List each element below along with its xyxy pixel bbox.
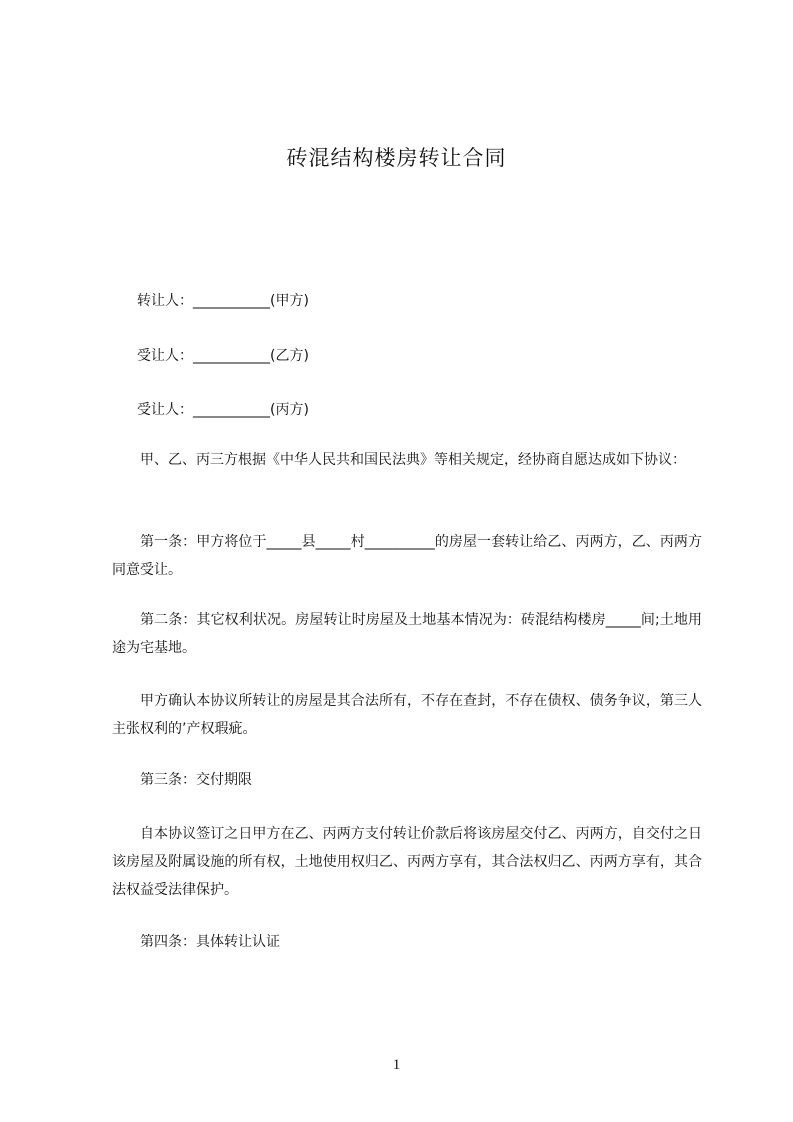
page-number: 1 <box>392 1057 401 1073</box>
paragraph-delivery-terms: 自本协议签订之日甲方在乙、丙两方支付转让价款后将该房屋交付乙、丙两方，自交付之日该房屋及附属设施的所有权，土地使用权归乙、丙两方享有，其合法权归乙、丙两方享有，其合法权益受法律保护。 <box>112 826 702 898</box>
party-transferor: 转让人：___________(甲方) <box>137 293 309 309</box>
paragraph-preamble: 甲、乙、丙三方根据《中华人民共和国民法典》等相关规定，经协商自愿达成如下协议： <box>140 452 686 468</box>
party-transferee-b: 受让人：___________(乙方) <box>137 348 309 364</box>
party-transferee-c: 受让人：___________(丙方) <box>137 402 309 418</box>
paragraph-ownership-confirmation: 甲方确认本协议所转让的房屋是其合法所有，不存在查封，不存在债权、债务争议，第三人主张权利的’产权瑕疵。 <box>112 693 702 737</box>
paragraph-article-3-heading: 第三条：交付期限 <box>140 772 252 788</box>
document-title: 砖混结构楼房转让合同 <box>286 146 507 170</box>
paragraph-article-2: 第二条：其它权利状况。房屋转让时房屋及土地基本情况为：砖混结构楼房_____间;土地用途为宅基地。 <box>112 612 702 656</box>
paragraph-article-4-heading: 第四条：具体转让认证 <box>140 934 280 950</box>
paragraph-article-1: 第一条：甲方将位于_____县_____村__________的房屋一套转让给乙、丙两方，乙、丙两方同意受让。 <box>112 534 702 578</box>
